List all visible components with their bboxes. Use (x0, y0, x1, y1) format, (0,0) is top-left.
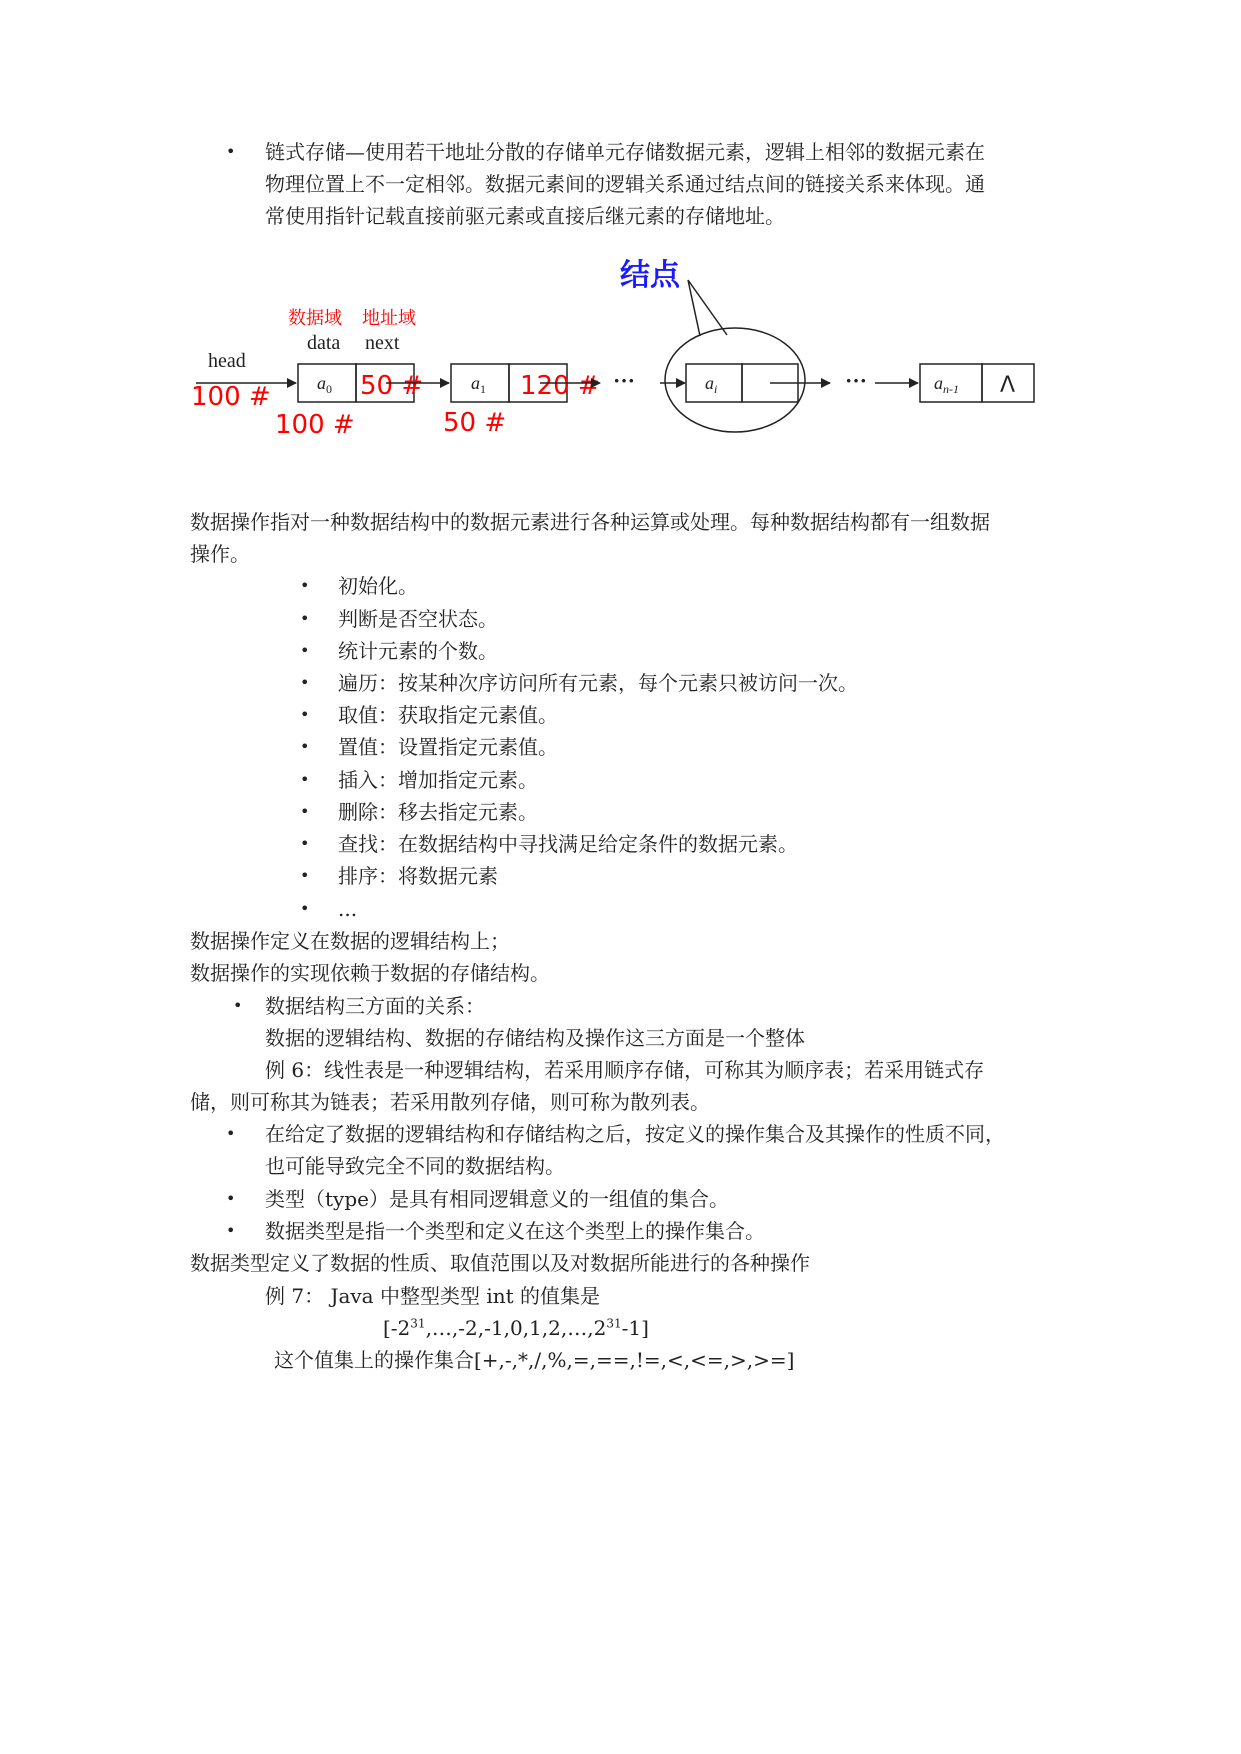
node-a1-value: $a_1$ (471, 373, 486, 396)
node-callout (688, 280, 727, 336)
bullet-dot: • (300, 641, 310, 660)
paragraph-line: 数据类型定义了数据的性质、取值范围以及对数据所能进行的各种操作 (190, 1251, 810, 1275)
bullet-dot: • (226, 1221, 236, 1240)
address-domain-label: 地址域 (362, 308, 416, 329)
paragraph-line: 类型（type）是具有相同逻辑意义的一组值的集合。 (265, 1187, 729, 1211)
node-a0-value: $a_0$ (317, 373, 332, 396)
list-item: 统计元素的个数。 (338, 639, 498, 663)
next-label: next (365, 332, 400, 354)
bullet-dot: • (300, 705, 310, 724)
value-range: $[-2^{31},\dots,-2,-1,0,1,2,\dots,2^{31}-1]$ (383, 1316, 649, 1340)
paragraph-line: 也可能导致完全不同的数据结构。 (265, 1154, 565, 1178)
node-a0-address: 100 # (275, 410, 355, 440)
operations-set: 这个值集上的操作集合[+,-,*,/,%,=,==,!=,<,<=,>,>=] (274, 1348, 795, 1372)
list-item: ... (338, 897, 358, 921)
paragraph-line: 数据操作的实现依赖于数据的存储结构。 (190, 961, 550, 985)
paragraph-line: 数据结构三方面的关系： (265, 994, 485, 1018)
list-item: 排序：将数据元素 (338, 864, 498, 888)
bullet-dot: • (300, 576, 310, 595)
paragraph-line: 例 6：线性表是一种逻辑结构，若采用顺序存储，可称其为顺序表；若采用链式存 (265, 1058, 985, 1082)
paragraph-line: 常使用指针记载直接前驱元素或直接后继元素的存储地址。 (265, 204, 785, 228)
list-item: 置值：设置指定元素值。 (338, 735, 558, 759)
bullet-dot: • (226, 1124, 236, 1143)
node-ai-value: $a_i$ (705, 373, 718, 396)
bullet-dot: • (300, 737, 310, 756)
node-an-value: $a_{n-1}$ (934, 373, 959, 396)
example-line: 例 7： Java 中整型类型 int 的值集是 (265, 1284, 600, 1308)
list-item: 取值：获取指定元素值。 (338, 703, 558, 727)
head-address: 100 # (191, 382, 271, 412)
null-symbol: Λ (1000, 373, 1016, 398)
paragraph-line: 物理位置上不一定相邻。数据元素间的逻辑关系通过结点间的链接关系来体现。通 (265, 172, 985, 196)
paragraph-line: 在给定了数据的逻辑结构和存储结构之后，按定义的操作集合及其操作的性质不同， (265, 1122, 1005, 1146)
ellipsis-2: ··· (845, 368, 868, 393)
bullet-dot: • (233, 996, 243, 1015)
data-label: data (307, 332, 341, 354)
node-label: 结点 (620, 258, 680, 293)
bullet-dot: • (300, 899, 310, 918)
paragraph-line: 链式存储—使用若干地址分散的存储单元存储数据元素，逻辑上相邻的数据元素在 (265, 140, 985, 164)
bullet-dot: • (226, 1189, 236, 1208)
node-a1-next-address: 120 # (520, 371, 600, 401)
list-item: 插入：增加指定元素。 (338, 768, 538, 792)
ellipsis-1: ··· (613, 368, 636, 393)
list-item: 判断是否空状态。 (338, 607, 498, 631)
paragraph-line: 数据操作定义在数据的逻辑结构上； (190, 929, 510, 953)
node-a0-next-address: 50 # (360, 371, 424, 401)
bullet-dot: • (300, 834, 310, 853)
linked-list-diagram (0, 250, 1241, 450)
bullet-dot: • (300, 673, 310, 692)
bullet-dot: • (226, 142, 236, 161)
bullet-dot: • (300, 802, 310, 821)
bullet-dot: • (300, 770, 310, 789)
node-a1-address: 50 # (443, 408, 507, 438)
data-domain-label: 数据域 (288, 308, 342, 329)
list-item: 删除：移去指定元素。 (338, 800, 538, 824)
bullet-dot: • (300, 866, 310, 885)
paragraph-line: 数据操作指对一种数据结构中的数据元素进行各种运算或处理。每种数据结构都有一组数据 (190, 510, 990, 534)
list-item: 遍历：按某种次序访问所有元素，每个元素只被访问一次。 (338, 671, 858, 695)
head-label: head (208, 350, 246, 372)
paragraph-line: 储，则可称其为链表；若采用散列存储，则可称为散列表。 (190, 1090, 710, 1114)
list-item: 初始化。 (338, 574, 418, 598)
paragraph-line: 数据的逻辑结构、数据的存储结构及操作这三方面是一个整体 (265, 1026, 805, 1050)
paragraph-line: 操作。 (190, 542, 250, 566)
paragraph-line: 数据类型是指一个类型和定义在这个类型上的操作集合。 (265, 1219, 765, 1243)
list-item: 查找：在数据结构中寻找满足给定条件的数据元素。 (338, 832, 798, 856)
bullet-dot: • (300, 609, 310, 628)
